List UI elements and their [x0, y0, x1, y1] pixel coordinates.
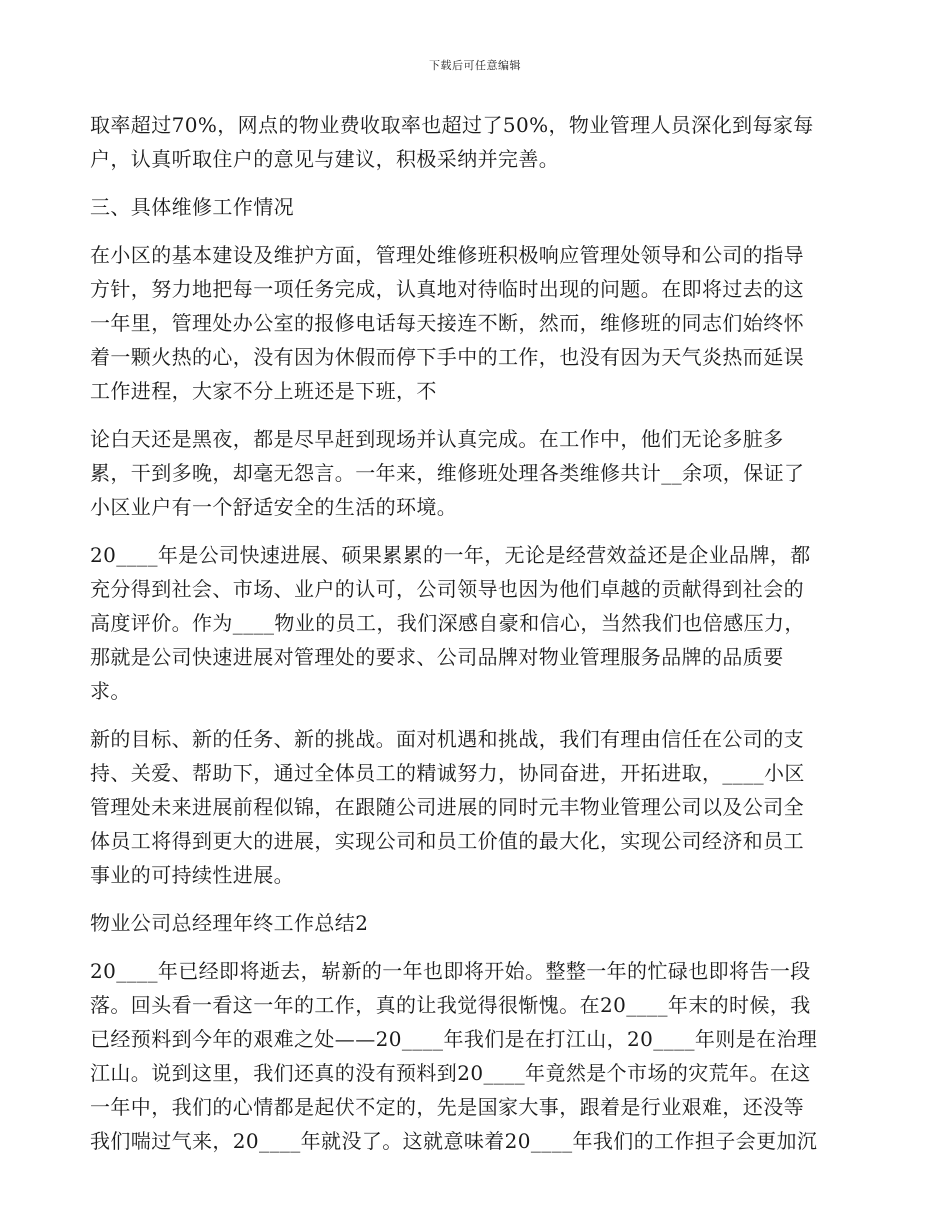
- text-line: 户，认真听取住户的意见与建议，积极采纳并完善。: [90, 147, 560, 171]
- text-line: 工作进程，大家不分上班还是下班，不: [90, 379, 437, 403]
- text-line: 持、关爱、帮助下，通过全体员工的精诚努力，协同奋进，开拓进取，____小区: [90, 761, 805, 785]
- paragraph-year-review: [90, 954, 860, 1158]
- text-line: 一年里，管理处办公室的报修电话每天接连不断，然而，维修班的同志们始终怀: [90, 311, 804, 335]
- text-line: 那就是公司快速进展对管理处的要求、公司品牌对物业管理服务品牌的品质要: [90, 645, 784, 669]
- text-line: 新的目标、新的任务、新的挑战。面对机遇和挑战，我们有理由信任在公司的支: [90, 727, 804, 751]
- text-line: 20____年已经即将逝去，崭新的一年也即将开始。整整一年的忙碌也即将告一段: [90, 959, 811, 983]
- text-line: 方针，努力地把每一项任务完成，认真地对待临时出现的问题。在即将过去的这: [90, 277, 804, 301]
- text-line: 江山。说到这里，我们还真的没有预料到20____年竟然是个市场的灾荒年。在这: [90, 1061, 811, 1085]
- text-line: 累，干到多晚，却毫无怨言。一年来，维修班处理各类维修共计__余项，保证了: [90, 461, 805, 485]
- text-line: 体员工将得到更大的进展，实现公司和员工价值的最大化，实现公司经济和员工: [90, 829, 804, 853]
- paragraph-collection-rate: [90, 108, 860, 176]
- text-line: 已经预料到今年的艰难之处——20____年我们是在打江山，20____年则是在治理: [90, 1027, 818, 1051]
- paragraph-new-goals: [90, 722, 860, 892]
- text-line: 20____年是公司快速进展、硕果累累的一年，无论是经营效益还是企业品牌，都: [90, 543, 811, 567]
- paragraph-company-progress: [90, 538, 860, 708]
- text-line: 事业的可持续性进展。: [90, 863, 294, 887]
- text-line: 高度评价。作为____物业的员工，我们深感自豪和信心，当然我们也倍感压力，: [90, 611, 805, 635]
- text-line: 我们喘过气来，20____年就没了。这就意味着20____年我们的工作担子会更加沉: [90, 1129, 818, 1153]
- text-line: 管理处未来进展前程似锦，在跟随公司进展的同时元丰物业管理公司以及公司全: [90, 795, 804, 819]
- text-line: 在小区的基本建设及维护方面，管理处维修班积极响应管理处领导和公司的指导: [90, 243, 804, 267]
- text-line: 论白天还是黑夜，都是尽早赶到现场并认真完成。在工作中，他们无论多脏多: [90, 427, 784, 451]
- page-header: 下载后可任意编辑: [429, 59, 521, 72]
- text-line: 求。: [90, 679, 131, 703]
- text-line: 取率超过70%，网点的物业费收取率也超过了50%，物业管理人员深化到每家每: [90, 113, 814, 137]
- section-heading: [90, 190, 860, 224]
- text-line: 落。回头看一看这一年的工作，真的让我觉得很惭愧。在20____年末的时候，我: [90, 993, 811, 1017]
- paragraph-maintenance: [90, 238, 860, 408]
- text-line: 三、具体维修工作情况: [90, 195, 294, 219]
- text-line: 充分得到社会、市场、业户的认可，公司领导也因为他们卓越的贡献得到社会的: [90, 577, 804, 601]
- text-line: 小区业户有一个舒适安全的生活的环境。: [90, 495, 458, 519]
- paragraph-maintenance-continued: [90, 422, 860, 524]
- document-body: [90, 108, 860, 1172]
- text-line: 物业公司总经理年终工作总结2: [90, 911, 369, 935]
- text-line: 一年中，我们的心情都是起伏不定的，先是国家大事，跟着是行业艰难，还没等: [90, 1095, 804, 1119]
- text-line: 着一颗火热的心，没有因为休假而停下手中的工作，也没有因为天气炎热而延误: [90, 345, 804, 369]
- section-title-summary-2: [90, 906, 860, 940]
